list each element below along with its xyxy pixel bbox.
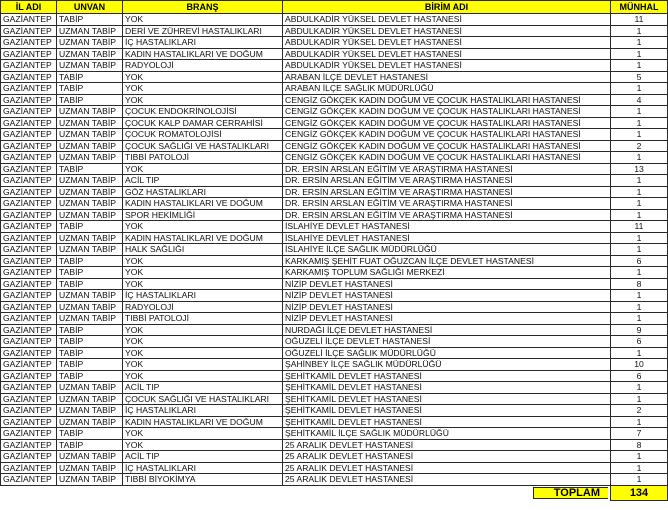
cell-brans: YOK [123, 439, 283, 451]
cell-birim: CENGİZ GÖKÇEK KADIN DOĞUM VE ÇOCUK HASTALIKLARI HASTANESİ [283, 140, 611, 152]
cell-birim: ŞEHİTKAMİL DEVLET HASTANESİ [283, 393, 611, 405]
cell-birim: CENGİZ GÖKÇEK KADIN DOĞUM VE ÇOCUK HASTALIKLARI HASTANESİ [283, 106, 611, 118]
cell-unvan: UZMAN TABİP [57, 152, 123, 164]
cell-birim: NİZİP DEVLET HASTANESİ [283, 313, 611, 325]
table-row [1, 474, 668, 486]
cell-unvan: TABİP [57, 359, 123, 371]
cell-il: GAZİANTEP [1, 428, 57, 440]
cell-brans: YOK [123, 94, 283, 106]
cell-unvan: UZMAN TABİP [57, 232, 123, 244]
cell-unvan: TABİP [57, 347, 123, 359]
table-row [1, 117, 668, 129]
cell-munhal: 1 [611, 129, 668, 141]
cell-brans: GÖZ HASTALIKLARI [123, 186, 283, 198]
cell-unvan: UZMAN TABİP [57, 244, 123, 256]
cell-brans: KADIN HASTALIKLARI VE DOĞUM [123, 416, 283, 428]
cell-brans: YOK [123, 370, 283, 382]
table-row [1, 462, 668, 474]
cell-unvan: UZMAN TABİP [57, 140, 123, 152]
cell-brans: ACİL TIP [123, 451, 283, 463]
cell-il: GAZİANTEP [1, 393, 57, 405]
cell-il: GAZİANTEP [1, 83, 57, 95]
table-row [1, 175, 668, 187]
cell-brans: YOK [123, 278, 283, 290]
cell-il: GAZİANTEP [1, 117, 57, 129]
cell-unvan: TABİP [57, 71, 123, 83]
cell-brans: RADYOLOJİ [123, 60, 283, 72]
table-row [1, 255, 668, 267]
table-row [1, 347, 668, 359]
cell-il: GAZİANTEP [1, 48, 57, 60]
cell-unvan: UZMAN TABİP [57, 175, 123, 187]
table-row [1, 393, 668, 405]
cell-unvan: UZMAN TABİP [57, 451, 123, 463]
total-label-text: TOPLAM [533, 487, 608, 499]
cell-il: GAZİANTEP [1, 60, 57, 72]
cell-birim: NURDAĞI İLÇE DEVLET HASTANESİ [283, 324, 611, 336]
cell-birim: 25 ARALIK DEVLET HASTANESİ [283, 439, 611, 451]
cell-il: GAZİANTEP [1, 474, 57, 486]
cell-birim: ABDULKADİR YÜKSEL DEVLET HASTANESİ [283, 48, 611, 60]
cell-munhal: 1 [611, 175, 668, 187]
cell-unvan: UZMAN TABİP [57, 209, 123, 221]
cell-brans: İÇ HASTALIKLARI [123, 405, 283, 417]
cell-unvan: UZMAN TABİP [57, 290, 123, 302]
cell-il: GAZİANTEP [1, 290, 57, 302]
total-label [283, 485, 611, 500]
cell-il: GAZİANTEP [1, 37, 57, 49]
cell-unvan: UZMAN TABİP [57, 416, 123, 428]
cell-il: GAZİANTEP [1, 140, 57, 152]
cell-munhal: 1 [611, 462, 668, 474]
table-row [1, 186, 668, 198]
cell-munhal: 1 [611, 152, 668, 164]
cell-munhal: 10 [611, 359, 668, 371]
cell-unvan: UZMAN TABİP [57, 186, 123, 198]
cell-birim: DR. ERSİN ARSLAN EĞİTİM VE ARAŞTIRMA HASTANESİ [283, 186, 611, 198]
cell-il: GAZİANTEP [1, 267, 57, 279]
cell-brans: KADIN HASTALIKLARI VE DOĞUM [123, 48, 283, 60]
cell-munhal: 1 [611, 244, 668, 256]
table-row [1, 405, 668, 417]
cell-munhal: 4 [611, 94, 668, 106]
table-row [1, 324, 668, 336]
table-row [1, 336, 668, 348]
cell-munhal: 6 [611, 336, 668, 348]
cell-unvan: UZMAN TABİP [57, 405, 123, 417]
cell-munhal: 1 [611, 313, 668, 325]
cell-il: GAZİANTEP [1, 324, 57, 336]
table-row [1, 14, 668, 26]
cell-unvan: TABİP [57, 370, 123, 382]
table-row [1, 428, 668, 440]
cell-munhal: 1 [611, 382, 668, 394]
cell-birim: 25 ARALIK DEVLET HASTANESİ [283, 462, 611, 474]
cell-il: GAZİANTEP [1, 313, 57, 325]
cell-brans: KADIN HASTALIKLARI VE DOĞUM [123, 232, 283, 244]
cell-birim: OĞUZELİ İLÇE SAĞLIK MÜDÜRLÜĞÜ [283, 347, 611, 359]
cell-unvan: UZMAN TABİP [57, 382, 123, 394]
cell-brans: SPOR HEKİMLİĞİ [123, 209, 283, 221]
cell-brans: İÇ HASTALIKLARI [123, 290, 283, 302]
table-row [1, 71, 668, 83]
cell-il: GAZİANTEP [1, 336, 57, 348]
cell-munhal: 1 [611, 474, 668, 486]
cell-munhal: 1 [611, 209, 668, 221]
cell-birim: KARKAMIŞ ŞEHİT FUAT OĞUZCAN İLÇE DEVLET HASTANESİ [283, 255, 611, 267]
cell-il: GAZİANTEP [1, 186, 57, 198]
header-munhal: MÜNHAL [611, 1, 668, 14]
cell-munhal: 1 [611, 60, 668, 72]
cell-unvan: UZMAN TABİP [57, 313, 123, 325]
cell-il: GAZİANTEP [1, 416, 57, 428]
cell-birim: CENGİZ GÖKÇEK KADIN DOĞUM VE ÇOCUK HASTALIKLARI HASTANESİ [283, 152, 611, 164]
cell-unvan: UZMAN TABİP [57, 106, 123, 118]
cell-birim: NİZİP DEVLET HASTANESİ [283, 278, 611, 290]
cell-brans: DERİ VE ZÜHREVİ HASTALIKLARI [123, 25, 283, 37]
table-row [1, 209, 668, 221]
cell-il: GAZİANTEP [1, 221, 57, 233]
cell-munhal: 1 [611, 416, 668, 428]
cell-birim: ŞEHİTKAMİL DEVLET HASTANESİ [283, 416, 611, 428]
cell-munhal: 1 [611, 106, 668, 118]
cell-munhal: 1 [611, 267, 668, 279]
cell-il: GAZİANTEP [1, 163, 57, 175]
cell-unvan: UZMAN TABİP [57, 474, 123, 486]
cell-unvan: UZMAN TABİP [57, 37, 123, 49]
cell-il: GAZİANTEP [1, 347, 57, 359]
table-row [1, 37, 668, 49]
cell-il: GAZİANTEP [1, 94, 57, 106]
cell-il: GAZİANTEP [1, 451, 57, 463]
cell-munhal: 1 [611, 37, 668, 49]
total-value: 134 [611, 485, 668, 500]
cell-munhal: 1 [611, 451, 668, 463]
table-row [1, 94, 668, 106]
cell-munhal: 1 [611, 186, 668, 198]
cell-munhal: 1 [611, 198, 668, 210]
cell-unvan: TABİP [57, 14, 123, 26]
cell-il: GAZİANTEP [1, 25, 57, 37]
cell-brans: YOK [123, 71, 283, 83]
cell-unvan: UZMAN TABİP [57, 117, 123, 129]
cell-munhal: 1 [611, 393, 668, 405]
cell-il: GAZİANTEP [1, 129, 57, 141]
header-birim: BİRİM ADI [283, 1, 611, 14]
cell-il: GAZİANTEP [1, 71, 57, 83]
cell-il: GAZİANTEP [1, 14, 57, 26]
cell-brans: ACİL TIP [123, 175, 283, 187]
cell-birim: DR. ERSİN ARSLAN EĞİTİM VE ARAŞTIRMA HASTANESİ [283, 175, 611, 187]
cell-unvan: TABİP [57, 428, 123, 440]
cell-birim: CENGİZ GÖKÇEK KADIN DOĞUM VE ÇOCUK HASTALIKLARI HASTANESİ [283, 117, 611, 129]
cell-munhal: 9 [611, 324, 668, 336]
cell-brans: YOK [123, 347, 283, 359]
cell-il: GAZİANTEP [1, 462, 57, 474]
cell-unvan: UZMAN TABİP [57, 48, 123, 60]
cell-brans: KADIN HASTALIKLARI VE DOĞUM [123, 198, 283, 210]
table-row [1, 451, 668, 463]
cell-brans: TIBBİ BİYOKİMYA [123, 474, 283, 486]
cell-birim: NİZİP DEVLET HASTANESİ [283, 290, 611, 302]
table-row [1, 313, 668, 325]
table-row [1, 439, 668, 451]
cell-munhal: 1 [611, 290, 668, 302]
cell-brans: YOK [123, 267, 283, 279]
cell-brans: RADYOLOJİ [123, 301, 283, 313]
cell-birim: İSLAHİYE DEVLET HASTANESİ [283, 221, 611, 233]
cell-brans: ÇOCUK SAĞLIĞI VE HASTALIKLARI [123, 393, 283, 405]
table-row [1, 106, 668, 118]
cell-brans: ACİL TIP [123, 382, 283, 394]
cell-birim: ABDULKADİR YÜKSEL DEVLET HASTANESİ [283, 14, 611, 26]
cell-unvan: TABİP [57, 83, 123, 95]
table-footer [1, 485, 668, 500]
cell-unvan: TABİP [57, 94, 123, 106]
table-row [1, 370, 668, 382]
table-row [1, 244, 668, 256]
cell-munhal: 2 [611, 405, 668, 417]
cell-birim: ŞEHİTKAMİL DEVLET HASTANESİ [283, 405, 611, 417]
cell-unvan: UZMAN TABİP [57, 129, 123, 141]
cell-unvan: UZMAN TABİP [57, 25, 123, 37]
cell-birim: CENGİZ GÖKÇEK KADIN DOĞUM VE ÇOCUK HASTALIKLARI HASTANESİ [283, 94, 611, 106]
cell-brans: YOK [123, 255, 283, 267]
cell-il: GAZİANTEP [1, 439, 57, 451]
cell-unvan: TABİP [57, 278, 123, 290]
cell-unvan: TABİP [57, 324, 123, 336]
table-header [1, 1, 668, 14]
cell-birim: ARABAN İLÇE SAĞLIK MÜDÜRLÜĞÜ [283, 83, 611, 95]
cell-brans: YOK [123, 336, 283, 348]
cell-munhal: 1 [611, 117, 668, 129]
cell-unvan: UZMAN TABİP [57, 301, 123, 313]
cell-birim: ŞEHİTKAMİL DEVLET HASTANESİ [283, 382, 611, 394]
table-row [1, 301, 668, 313]
table-row [1, 267, 668, 279]
cell-birim: NİZİP DEVLET HASTANESİ [283, 301, 611, 313]
cell-munhal: 1 [611, 232, 668, 244]
table-body [1, 14, 668, 486]
cell-munhal: 8 [611, 439, 668, 451]
cell-unvan: TABİP [57, 255, 123, 267]
cell-il: GAZİANTEP [1, 198, 57, 210]
cell-brans: TIBBİ PATOLOJİ [123, 313, 283, 325]
cell-birim: ARABAN İLÇE DEVLET HASTANESİ [283, 71, 611, 83]
cell-birim: ŞAHİNBEY İLÇE SAĞLIK MÜDÜRLÜĞÜ [283, 359, 611, 371]
header-row [1, 1, 668, 14]
cell-birim: ŞEHİTKAMİL İLÇE SAĞLIK MÜDÜRLÜĞÜ [283, 428, 611, 440]
cell-il: GAZİANTEP [1, 278, 57, 290]
cell-munhal: 8 [611, 278, 668, 290]
cell-il: GAZİANTEP [1, 255, 57, 267]
total-row [1, 485, 668, 500]
cell-brans: HALK SAĞLIĞI [123, 244, 283, 256]
table-row [1, 382, 668, 394]
cell-munhal: 6 [611, 255, 668, 267]
cell-brans: YOK [123, 14, 283, 26]
cell-munhal: 1 [611, 48, 668, 60]
table-row [1, 359, 668, 371]
cell-brans: ÇOCUK ROMATOLOJİSİ [123, 129, 283, 141]
cell-munhal: 1 [611, 347, 668, 359]
cell-il: GAZİANTEP [1, 209, 57, 221]
cell-munhal: 11 [611, 14, 668, 26]
cell-il: GAZİANTEP [1, 152, 57, 164]
cell-munhal: 5 [611, 71, 668, 83]
total-spacer [1, 485, 283, 500]
cell-munhal: 6 [611, 370, 668, 382]
cell-birim: ŞEHİTKAMİL DEVLET HASTANESİ [283, 370, 611, 382]
cell-brans: YOK [123, 359, 283, 371]
cell-il: GAZİANTEP [1, 244, 57, 256]
cell-birim: İSLAHİYE DEVLET HASTANESİ [283, 232, 611, 244]
table-row [1, 25, 668, 37]
cell-munhal: 11 [611, 221, 668, 233]
cell-unvan: TABİP [57, 221, 123, 233]
cell-birim: CENGİZ GÖKÇEK KADIN DOĞUM VE ÇOCUK HASTALIKLARI HASTANESİ [283, 129, 611, 141]
cell-birim: OĞUZELİ İLÇE DEVLET HASTANESİ [283, 336, 611, 348]
cell-il: GAZİANTEP [1, 405, 57, 417]
cell-brans: ÇOCUK KALP DAMAR CERRAHİSİ [123, 117, 283, 129]
header-il: İL ADI [1, 1, 57, 14]
cell-munhal: 1 [611, 301, 668, 313]
cell-unvan: TABİP [57, 439, 123, 451]
cell-unvan: UZMAN TABİP [57, 60, 123, 72]
table-row [1, 140, 668, 152]
table-row [1, 232, 668, 244]
cell-il: GAZİANTEP [1, 106, 57, 118]
cell-brans: İÇ HASTALIKLARI [123, 462, 283, 474]
cell-birim: ABDULKADİR YÜKSEL DEVLET HASTANESİ [283, 60, 611, 72]
cell-birim: İSLAHİYE İLÇE SAĞLIK MÜDÜRLÜĞÜ [283, 244, 611, 256]
table-row [1, 129, 668, 141]
table-row [1, 48, 668, 60]
cell-brans: TIBBİ PATOLOJİ [123, 152, 283, 164]
cell-brans: YOK [123, 163, 283, 175]
cell-munhal: 2 [611, 140, 668, 152]
cell-brans: YOK [123, 221, 283, 233]
cell-birim: 25 ARALIK DEVLET HASTANESİ [283, 451, 611, 463]
cell-munhal: 7 [611, 428, 668, 440]
cell-brans: ÇOCUK ENDOKRİNOLOJİSİ [123, 106, 283, 118]
header-brans: BRANŞ [123, 1, 283, 14]
cell-brans: YOK [123, 428, 283, 440]
cell-brans: ÇOCUK SAĞLIĞI VE HASTALIKLARI [123, 140, 283, 152]
cell-birim: KARKAMIŞ TOPLUM SAĞLIĞI MERKEZİ [283, 267, 611, 279]
cell-unvan: UZMAN TABİP [57, 393, 123, 405]
cell-brans: YOK [123, 83, 283, 95]
cell-munhal: 13 [611, 163, 668, 175]
table-row [1, 163, 668, 175]
table-row [1, 221, 668, 233]
table-row [1, 290, 668, 302]
cell-il: GAZİANTEP [1, 232, 57, 244]
cell-munhal: 1 [611, 83, 668, 95]
cell-unvan: TABİP [57, 163, 123, 175]
table-row [1, 198, 668, 210]
cell-il: GAZİANTEP [1, 301, 57, 313]
cell-birim: DR. ERSİN ARSLAN EĞİTİM VE ARAŞTIRMA HASTANESİ [283, 209, 611, 221]
cell-birim: DR. ERSİN ARSLAN EĞİTİM VE ARAŞTIRMA HASTANESİ [283, 198, 611, 210]
header-unvan: UNVAN [57, 1, 123, 14]
cell-unvan: UZMAN TABİP [57, 198, 123, 210]
cell-il: GAZİANTEP [1, 382, 57, 394]
cell-unvan: UZMAN TABİP [57, 462, 123, 474]
table-row [1, 416, 668, 428]
table-row [1, 60, 668, 72]
cell-birim: 25 ARALIK DEVLET HASTANESİ [283, 474, 611, 486]
cell-unvan: TABİP [57, 267, 123, 279]
cell-il: GAZİANTEP [1, 175, 57, 187]
cell-il: GAZİANTEP [1, 370, 57, 382]
cell-il: GAZİANTEP [1, 359, 57, 371]
cell-birim: DR. ERSİN ARSLAN EĞİTİM VE ARAŞTIRMA HASTANESİ [283, 163, 611, 175]
cell-birim: ABDULKADİR YÜKSEL DEVLET HASTANESİ [283, 37, 611, 49]
cell-birim: ABDULKADİR YÜKSEL DEVLET HASTANESİ [283, 25, 611, 37]
cell-brans: YOK [123, 324, 283, 336]
table-row [1, 278, 668, 290]
cell-brans: İÇ HASTALIKLARI [123, 37, 283, 49]
table-row [1, 152, 668, 164]
cell-unvan: TABİP [57, 336, 123, 348]
cell-munhal: 1 [611, 25, 668, 37]
table-row [1, 83, 668, 95]
